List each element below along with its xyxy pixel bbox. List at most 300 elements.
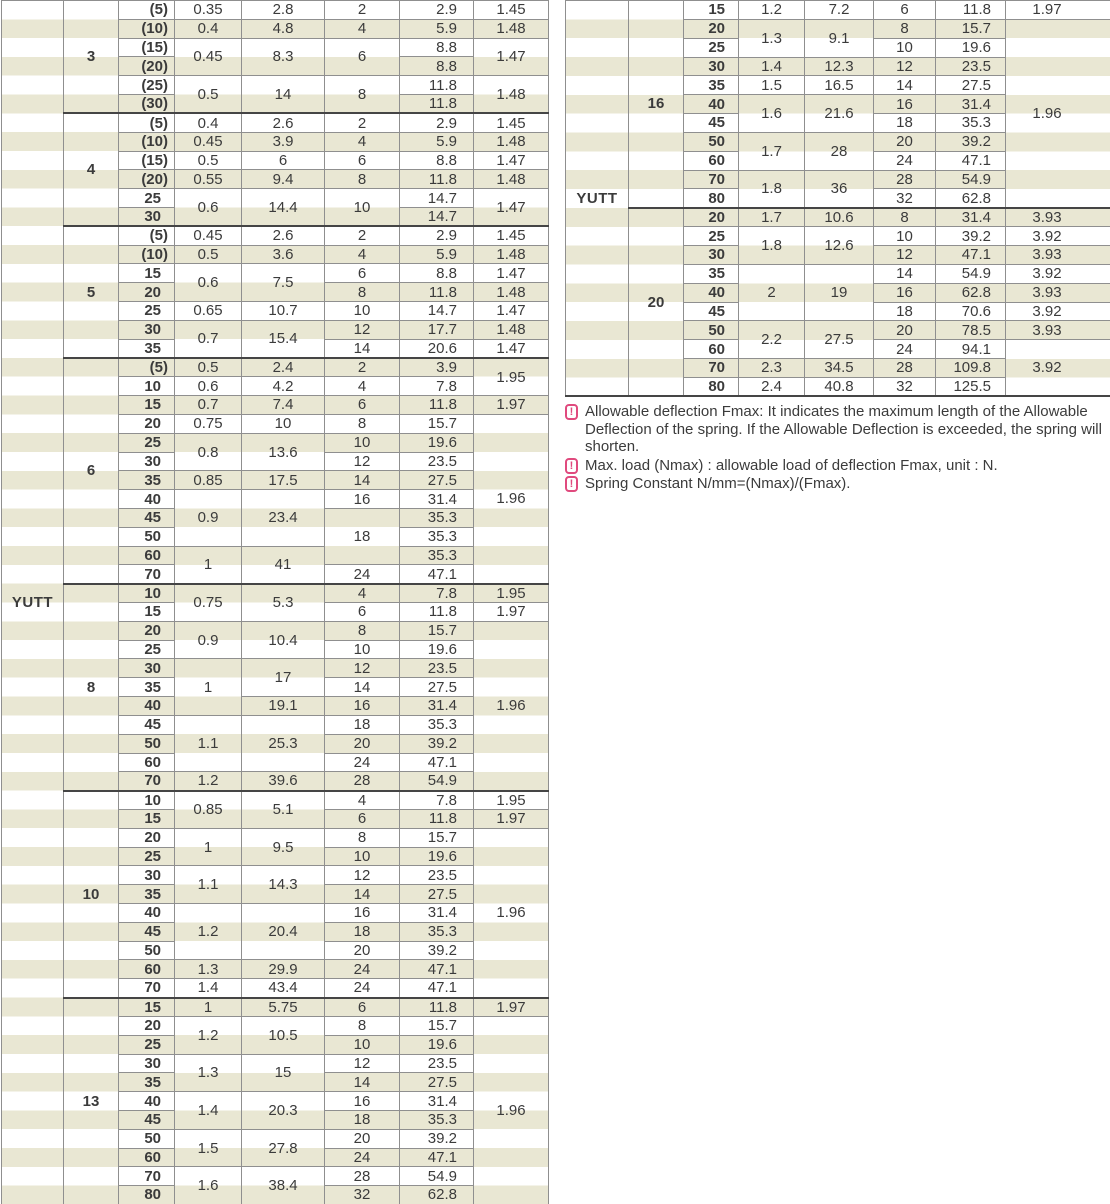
cell-c3: 10 — [874, 227, 936, 246]
cell-length: (15) — [119, 38, 175, 57]
cell-c5: 1.48 — [474, 245, 549, 264]
cell-c3: 20 — [325, 941, 400, 960]
cell-c5: 1.97 — [474, 998, 549, 1017]
cell-c5: 1.97 — [474, 809, 549, 828]
cell-c2: 39.6 — [242, 772, 325, 791]
cell-c4: 23.5 — [936, 57, 1006, 76]
cell-c3: 6 — [325, 998, 400, 1017]
cell-c3: 10 — [325, 847, 400, 866]
cell-length: 35 — [119, 339, 175, 358]
cell-c2: 5.3 — [242, 584, 325, 622]
cell-c4: 11.8 — [400, 809, 474, 828]
cell-c4: 47.1 — [400, 960, 474, 979]
spring-table-right — [565, 0, 1110, 397]
cell-c2: 20.4 — [242, 904, 325, 960]
cell-length: 20 — [119, 621, 175, 640]
group-size-label: 6 — [64, 358, 119, 584]
cell-c3: 6 — [325, 396, 400, 415]
cell-c1: 0.65 — [175, 302, 242, 321]
cell-c3: 24 — [874, 340, 936, 359]
cell-c1: 1 — [175, 659, 242, 715]
cell-c3: 4 — [325, 245, 400, 264]
cell-c3: 12 — [874, 57, 936, 76]
cell-c4: 11.8 — [400, 603, 474, 622]
cell-c4: 27.5 — [400, 471, 474, 490]
cell-c4: 125.5 — [936, 377, 1006, 396]
cell-c5: 1.48 — [474, 283, 549, 302]
cell-length: 70 — [119, 565, 175, 584]
alert-icon: ! — [565, 458, 578, 474]
cell-c4: 27.5 — [936, 76, 1006, 95]
cell-c3: 20 — [325, 734, 400, 753]
cell-c2: 41 — [242, 546, 325, 584]
cell-c4: 31.4 — [936, 95, 1006, 114]
cell-length: (10) — [119, 132, 175, 151]
cell-length: (5) — [119, 1, 175, 20]
cell-c3: 8 — [325, 828, 400, 847]
cell-c4: 35.3 — [400, 715, 474, 734]
cell-c3: 4 — [325, 377, 400, 396]
cell-c1: 1 — [175, 998, 242, 1017]
group-size-label: 3 — [64, 1, 119, 114]
cell-c2: 34.5 — [805, 359, 874, 378]
cell-c3: 4 — [325, 132, 400, 151]
cell-c5: 1.47 — [474, 38, 549, 76]
cell-c2: 14 — [242, 76, 325, 114]
cell-c3: 28 — [874, 170, 936, 189]
cell-c2: 2.6 — [242, 113, 325, 132]
cell-c5: 1.48 — [474, 132, 549, 151]
cell-length: 80 — [684, 189, 739, 208]
table-row — [2, 226, 549, 245]
cell-c1: 0.45 — [175, 226, 242, 245]
cell-c2: 20.3 — [242, 1092, 325, 1130]
cell-c1: 0.45 — [175, 38, 242, 76]
cell-c4: 35.3 — [936, 114, 1006, 133]
cell-c1: 0.4 — [175, 19, 242, 38]
cell-c2: 5.75 — [242, 998, 325, 1017]
cell-c4: 11.8 — [400, 170, 474, 189]
cell-c3: 6 — [325, 603, 400, 622]
cell-c3: 4 — [325, 791, 400, 810]
cell-c2: 12.6 — [805, 227, 874, 265]
cell-length: 50 — [684, 132, 739, 151]
cell-length: 80 — [684, 377, 739, 396]
cell-c3: 10 — [325, 189, 400, 227]
cell-c2: 27.8 — [242, 1129, 325, 1167]
cell-c3: 2 — [325, 1, 400, 20]
cell-c2: 36 — [805, 170, 874, 208]
cell-c2: 10.5 — [242, 1016, 325, 1054]
cell-c4: 15.7 — [400, 828, 474, 847]
cell-c5: 3.92 — [1006, 264, 1110, 283]
cell-length: 20 — [684, 19, 739, 38]
cell-c1: 1.4 — [175, 979, 242, 998]
cell-c1: 1.7 — [739, 132, 805, 170]
cell-c4: 54.9 — [400, 772, 474, 791]
group-size-label: 10 — [64, 791, 119, 998]
cell-c1: 1.2 — [739, 1, 805, 20]
cell-length: 15 — [119, 264, 175, 283]
cell-c3: 16 — [874, 95, 936, 114]
alert-icon: ! — [565, 404, 578, 420]
alert-icon: ! — [565, 476, 578, 492]
cell-c4: 20.6 — [400, 339, 474, 358]
cell-length: 60 — [119, 960, 175, 979]
footnote-text: Spring Constant N/mm=(Nmax)/(Fmax). — [585, 475, 851, 493]
cell-c5: 1.47 — [474, 302, 549, 321]
cell-c3: 2 — [325, 358, 400, 377]
cell-c5: 1.47 — [474, 264, 549, 283]
cell-c4: 15.7 — [400, 1016, 474, 1035]
cell-c3: 4 — [325, 19, 400, 38]
cell-c1: 1.8 — [739, 227, 805, 265]
cell-length: 35 — [684, 76, 739, 95]
cell-c2: 3.9 — [242, 132, 325, 151]
cell-length: 20 — [119, 828, 175, 847]
cell-c1: 1.3 — [739, 19, 805, 57]
cell-c4: 35.3 — [400, 546, 474, 565]
cell-c4: 39.2 — [936, 132, 1006, 151]
cell-length: 50 — [119, 1129, 175, 1148]
cell-c2: 9.4 — [242, 170, 325, 189]
cell-c5: 1.97 — [474, 603, 549, 622]
cell-c3: 2 — [325, 113, 400, 132]
cell-c1: 0.5 — [175, 76, 242, 114]
cell-length: (25) — [119, 76, 175, 95]
cell-c1: 0.4 — [175, 113, 242, 132]
cell-c4: 31.4 — [400, 490, 474, 509]
cell-length: 25 — [684, 38, 739, 57]
cell-c3: 20 — [874, 321, 936, 340]
cell-c4: 27.5 — [400, 1073, 474, 1092]
cell-c4: 11.8 — [400, 76, 474, 95]
cell-c1: 0.75 — [175, 584, 242, 622]
cell-c3: 20 — [874, 132, 936, 151]
cell-c3: 4 — [325, 584, 400, 603]
cell-length: 15 — [119, 998, 175, 1017]
cell-c2: 15.4 — [242, 320, 325, 358]
cell-c2: 19.1 — [242, 697, 325, 716]
cell-c2: 6 — [242, 151, 325, 170]
cell-c2: 25.3 — [242, 715, 325, 771]
cell-length: (20) — [119, 170, 175, 189]
cell-c3: 18 — [325, 922, 400, 941]
cell-c4: 31.4 — [400, 904, 474, 923]
cell-length: 45 — [684, 302, 739, 321]
cell-length: 15 — [119, 603, 175, 622]
cell-c4: 19.6 — [936, 38, 1006, 57]
cell-length: 25 — [119, 1035, 175, 1054]
cell-c1: 1.3 — [175, 1054, 242, 1092]
cell-c5: 3.93 — [1006, 208, 1110, 227]
cell-c3: 24 — [325, 979, 400, 998]
table-row — [566, 208, 1110, 227]
cell-c3: 14 — [325, 1073, 400, 1092]
group-size-label: 13 — [64, 998, 119, 1204]
cell-c3: 8 — [874, 208, 936, 227]
cell-c5: 3.93 — [1006, 245, 1110, 264]
cell-c5: 1.95 — [474, 358, 549, 396]
cell-c3: 10 — [325, 433, 400, 452]
cell-c5: 3.92 — [1006, 227, 1110, 246]
cell-c3: 14 — [325, 471, 400, 490]
cell-c1: 0.5 — [175, 358, 242, 377]
cell-length: 30 — [119, 320, 175, 339]
cell-c3: 18 — [874, 114, 936, 133]
cell-c5: 1.45 — [474, 1, 549, 20]
cell-c2: 13.6 — [242, 433, 325, 471]
footnote-text: Max. load (Nmax) : allowable load of deflection Fmax, unit : N. — [585, 456, 998, 474]
cell-c1: 1.2 — [175, 772, 242, 791]
cell-c4: 47.1 — [936, 245, 1006, 264]
cell-c2: 2.8 — [242, 1, 325, 20]
group-size-label: 20 — [629, 208, 684, 396]
cell-length: (5) — [119, 358, 175, 377]
row-label-yutt: YUTT — [576, 189, 618, 207]
cell-length: 35 — [119, 678, 175, 697]
cell-c3: 24 — [325, 1148, 400, 1167]
cell-c3: 24 — [325, 565, 400, 584]
cell-c5: 1.48 — [474, 19, 549, 38]
cell-length: 30 — [119, 1054, 175, 1073]
cell-c3: 12 — [874, 245, 936, 264]
cell-c4: 47.1 — [400, 753, 474, 772]
cell-length: 25 — [119, 302, 175, 321]
cell-c2: 17 — [242, 659, 325, 697]
table-row — [2, 998, 549, 1017]
cell-c4: 27.5 — [400, 885, 474, 904]
cell-length: 20 — [119, 1016, 175, 1035]
cell-c4: 23.5 — [400, 452, 474, 471]
cell-c2: 5.1 — [242, 791, 325, 829]
cell-c1: 0.85 — [175, 471, 242, 490]
table-row — [2, 113, 549, 132]
cell-c4: 35.3 — [400, 922, 474, 941]
cell-c5: 1.47 — [474, 151, 549, 170]
cell-c1: 1.4 — [175, 1092, 242, 1130]
cell-c1: 1.4 — [739, 57, 805, 76]
group-size-label: 8 — [64, 584, 119, 791]
cell-c3: 32 — [325, 1186, 400, 1204]
cell-c4: 2.9 — [400, 1, 474, 20]
cell-c4: 23.5 — [400, 1054, 474, 1073]
cell-c3: 12 — [325, 1054, 400, 1073]
cell-c4: 35.3 — [400, 508, 474, 527]
cell-c2: 2.4 — [242, 358, 325, 377]
cell-c4: 15.7 — [936, 19, 1006, 38]
cell-c2: 17.5 — [242, 471, 325, 490]
cell-length: (30) — [119, 95, 175, 114]
cell-c2: 23.4 — [242, 490, 325, 546]
cell-c1: 0.9 — [175, 490, 242, 546]
footnote-item — [565, 475, 1110, 493]
cell-c1: 2.4 — [739, 377, 805, 396]
cell-c3: 14 — [325, 885, 400, 904]
cell-c4: 19.6 — [400, 433, 474, 452]
cell-c3: 14 — [874, 264, 936, 283]
cell-c4: 47.1 — [400, 565, 474, 584]
cell-c5: 1.96 — [474, 414, 549, 583]
cell-c4: 3.9 — [400, 358, 474, 377]
cell-c4: 15.7 — [400, 621, 474, 640]
cell-length: 15 — [119, 396, 175, 415]
table-row — [2, 1, 549, 20]
cell-c2: 38.4 — [242, 1167, 325, 1204]
cell-length: 30 — [684, 245, 739, 264]
cell-c4: 70.6 — [936, 302, 1006, 321]
cell-c5: 1.48 — [474, 170, 549, 189]
cell-c2: 27.5 — [805, 321, 874, 359]
cell-c3: 18 — [325, 508, 400, 564]
cell-length: (10) — [119, 245, 175, 264]
table-row — [566, 1, 1110, 20]
cell-c2: 7.4 — [242, 396, 325, 415]
cell-c4: 31.4 — [400, 1092, 474, 1111]
cell-c3: 8 — [325, 170, 400, 189]
cell-length: 30 — [119, 452, 175, 471]
cell-length: 25 — [119, 433, 175, 452]
cell-c3: 32 — [874, 377, 936, 396]
cell-c1: 1 — [175, 828, 242, 866]
cell-c4: 35.3 — [400, 1110, 474, 1129]
cell-c3: 12 — [325, 659, 400, 678]
cell-c4: 8.8 — [400, 38, 474, 57]
cell-length: 60 — [119, 753, 175, 772]
cell-c3: 32 — [874, 189, 936, 208]
cell-length: 35 — [119, 471, 175, 490]
cell-c1: 1.6 — [175, 1167, 242, 1204]
cell-c2: 9.5 — [242, 828, 325, 866]
cell-c3: 10 — [325, 302, 400, 321]
cell-c1: 1.5 — [739, 76, 805, 95]
cell-c1: 0.85 — [175, 791, 242, 829]
cell-c4: 47.1 — [400, 1148, 474, 1167]
cell-length: 25 — [119, 189, 175, 208]
cell-c3: 16 — [325, 490, 400, 509]
cell-c1: 0.6 — [175, 189, 242, 227]
cell-c3: 14 — [325, 339, 400, 358]
cell-c3: 18 — [325, 715, 400, 734]
cell-length: (20) — [119, 57, 175, 76]
cell-c2: 10.4 — [242, 621, 325, 659]
table-row — [2, 584, 549, 603]
footnotes — [565, 403, 1110, 494]
cell-c1: 1.8 — [739, 170, 805, 208]
cell-c3: 18 — [874, 302, 936, 321]
cell-c4: 11.8 — [400, 998, 474, 1017]
cell-c3: 24 — [325, 960, 400, 979]
cell-length: 45 — [684, 114, 739, 133]
cell-c4: 8.8 — [400, 57, 474, 76]
cell-length: 50 — [119, 941, 175, 960]
cell-c2: 14.3 — [242, 866, 325, 904]
cell-c4: 7.8 — [400, 584, 474, 603]
cell-c2: 29.9 — [242, 960, 325, 979]
cell-c1: 0.7 — [175, 320, 242, 358]
cell-c5: 3.93 — [1006, 321, 1110, 340]
cell-c3: 8 — [874, 19, 936, 38]
cell-length: 60 — [119, 546, 175, 565]
cell-c1: 0.45 — [175, 132, 242, 151]
footnote-item — [565, 457, 1110, 475]
cell-c4: 54.9 — [400, 1167, 474, 1186]
cell-c5: 1.45 — [474, 226, 549, 245]
cell-c4: 2.9 — [400, 113, 474, 132]
cell-c5: 1.96 — [474, 828, 549, 997]
group-size-label: 4 — [64, 113, 119, 226]
cell-c2: 12.3 — [805, 57, 874, 76]
cell-c3: 8 — [325, 621, 400, 640]
cell-length: 40 — [119, 490, 175, 509]
cell-length: 70 — [119, 772, 175, 791]
cell-c5: 1.97 — [474, 396, 549, 415]
cell-c2: 8.3 — [242, 38, 325, 76]
cell-c4: 15.7 — [400, 414, 474, 433]
cell-c5: 1.95 — [474, 584, 549, 603]
cell-c3: 28 — [325, 1167, 400, 1186]
cell-c4: 39.2 — [400, 734, 474, 753]
cell-c4: 47.1 — [400, 979, 474, 998]
cell-c3: 8 — [325, 76, 400, 114]
cell-c3: 10 — [874, 38, 936, 57]
cell-length: 70 — [684, 359, 739, 378]
cell-c3: 16 — [325, 904, 400, 923]
group-size-label: 5 — [64, 226, 119, 358]
cell-c3: 10 — [325, 1035, 400, 1054]
cell-c3: 2 — [325, 226, 400, 245]
cell-length: 15 — [119, 809, 175, 828]
cell-c1: 0.75 — [175, 414, 242, 433]
cell-c4: 8.8 — [400, 264, 474, 283]
cell-length: 30 — [119, 659, 175, 678]
cell-length: 10 — [119, 377, 175, 396]
cell-length: 60 — [684, 340, 739, 359]
cell-length: 45 — [119, 508, 175, 527]
cell-length: 60 — [119, 1148, 175, 1167]
cell-c4: 14.7 — [400, 189, 474, 208]
cell-length: 25 — [119, 847, 175, 866]
cell-c4: 7.8 — [400, 791, 474, 810]
cell-c1: 1.7 — [739, 208, 805, 227]
cell-c3: 28 — [325, 772, 400, 791]
cell-length: 20 — [684, 208, 739, 227]
cell-c3: 6 — [325, 809, 400, 828]
cell-c5: 3.93 — [1006, 283, 1110, 302]
cell-length: 10 — [119, 791, 175, 810]
cell-c1: 1.3 — [175, 960, 242, 979]
spring-table-left — [1, 0, 549, 1204]
cell-length: 40 — [684, 283, 739, 302]
cell-c1: 1.1 — [175, 866, 242, 904]
cell-c4: 54.9 — [936, 170, 1006, 189]
cell-length: 25 — [119, 640, 175, 659]
cell-c1: 0.35 — [175, 1, 242, 20]
cell-length: 50 — [119, 527, 175, 546]
cell-c4: 11.8 — [400, 95, 474, 114]
cell-c4: 39.2 — [400, 1129, 474, 1148]
cell-c2: 28 — [805, 132, 874, 170]
cell-length: 30 — [119, 866, 175, 885]
cell-c4: 62.8 — [936, 283, 1006, 302]
cell-c4: 23.5 — [400, 866, 474, 885]
cell-c3: 24 — [325, 753, 400, 772]
cell-c4: 54.9 — [936, 264, 1006, 283]
table-row — [2, 358, 549, 377]
cell-c4: 35.3 — [400, 527, 474, 546]
cell-c2: 9.1 — [805, 19, 874, 57]
cell-c1: 1.2 — [175, 904, 242, 960]
